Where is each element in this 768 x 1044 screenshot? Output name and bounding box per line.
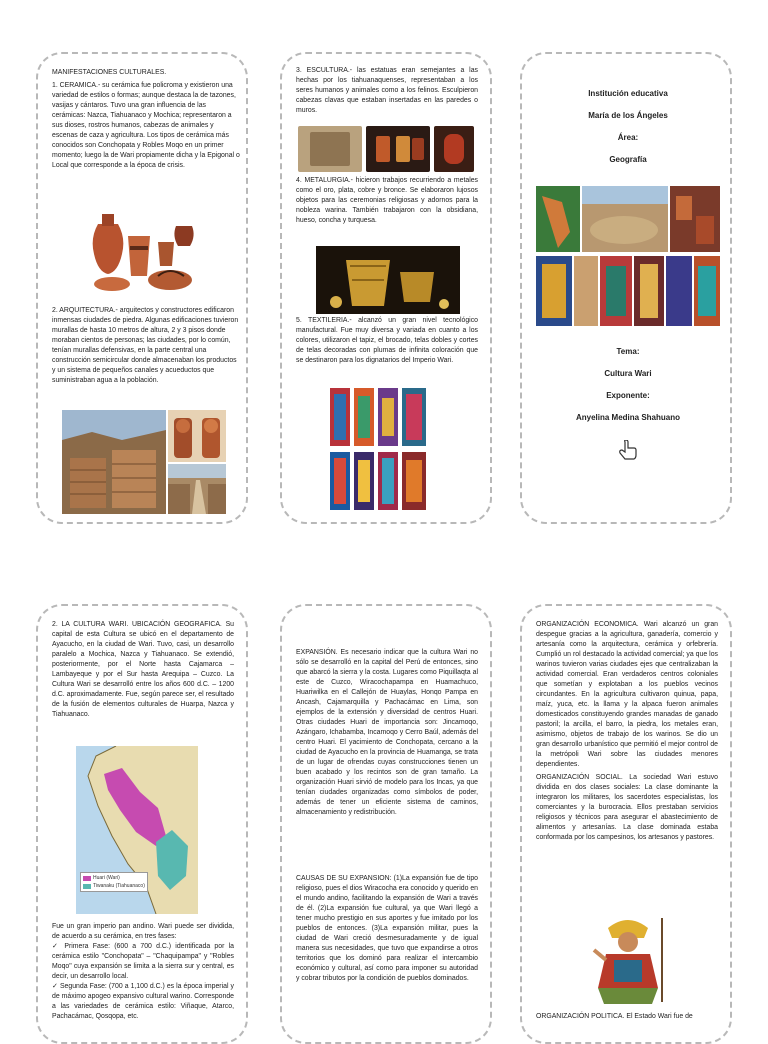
guerrero-illustration [578, 910, 678, 1008]
panel-portada [520, 52, 732, 524]
ceramica-paragraph: 1. CERAMICA.- su cerámica fue policroma y existieron una variedad de estilos o formas; aunque destaca la de tazones, vasijas y cántaros. Tuvo una gran influencia de las cerámicas: Nazca, Tiahuanaco y Mochica; representaron a sus dioses, rostros humanos, cabezas de animales y escenas de caza y agricultura. Los tipos de cerámica más conocidos son Conchopata y Robles Moqo en un primer momento; luego la de Wari propiamente dicha y la Epigonal o Local que corresponde a la época de crisis. [52, 82, 240, 169]
cover-header [522, 88, 732, 166]
fases-text [52, 922, 234, 1025]
escultura-paragraph: 3. ESCULTURA.- las estatuas eran semejantes a las hechas por los tiahuanaquenses, representaban a los seres humanos y animales como a los felinos. Esculpieron cabezas clavas que estaban insertadas en las paredes o muros. [296, 67, 478, 114]
area-label: Área: [617, 133, 639, 142]
ubicacion-paragraph: 2. LA CULTURA WARI. UBICACIÓN GEOGRAFICA. Su capital de esta Cultura se ubicó en el departamento de Ayacucho, en la ciudad de Wari. Tuvo, casi, un desarrollo paralelo a Mochica, Nazca y Tiahuanaco. Se extendió, posteriormente, por el Norte hasta Cajamarca – Lambayeque y por el Sur hasta Arequipa – Cuzco. La Cultura Wari se desarrolló entre los años 600 d.C. – 1200 d.C. aproximadamente. Fue, según parece ser, el resultado de la fusión de elementos culturales de Huarpa, Nazca y Tiahuanaco. [52, 621, 234, 718]
textileria-text [296, 316, 478, 369]
wari-map [76, 746, 198, 914]
cover-footer [522, 346, 732, 424]
area-value: Geografía [609, 155, 647, 164]
legend-swatch-wari [83, 876, 91, 881]
panel-organizacion [520, 604, 732, 1044]
institucion-label: Institución educativa [588, 89, 668, 98]
economica-paragraph: ORGANIZACIÓN ECONOMICA. Wari alcanzó un gran despegue gracias a la agricultura, ganadería, comercio y artesanía como la arquitectura, cerámica y orfebrería. Cumplió un rol destacado la actividad comercial; ya que los warinos tuvieron varias ciudades ejes que centralizaban la actividad comercial. Eran verdaderos centros coloniales que sometían y explotaban a los pueblos vecinos circundantes. En la agricultura cultivaron quinua, papa, maíz, yuca, etc. la llama y la alpaca fueron animales domesticados constituyendo grandes manadas de ganado pastoril; la arcilla, el barro, la piedra, los metales eran, asimismo, objetos de trabajo de los warinos. Se dio un gran desarrollo urbanístico que permitió el mejor control de la metrópoli Wari sobre las ciudades menores dependientes. [536, 621, 718, 768]
map-legend [80, 872, 148, 892]
causas-text [296, 874, 478, 987]
textileria-image [328, 388, 434, 512]
panel-expansion [280, 604, 492, 1044]
panel-manifestaciones [36, 52, 248, 524]
panel-ubicacion [36, 604, 248, 1044]
legend-tiwanaku: Tiwanaku (Tiahuanaco) [93, 883, 145, 889]
ceramica-image [84, 206, 204, 296]
colegio-name: María de los Ángeles [588, 111, 668, 120]
escultura-images [298, 126, 474, 172]
metalurgia-paragraph: 4. METALURGIA.- hicieron trabajos recurriendo a metales como el oro, plata, cobre y bronce. Se elaboraron lujosos objetos para las ceremonias religiosas y adornos para la nobleza warina. También trabajaron con la obsidiana, hueso, concha y turquesa. [296, 177, 478, 224]
politica-text [536, 1012, 718, 1025]
arquitectura-image [62, 410, 166, 514]
escultura-text [296, 66, 478, 119]
expansion-text [296, 648, 478, 821]
expansion-paragraph: EXPANSIÓN. Es necesario indicar que la cultura Wari no sólo se desarrolló en la capital del Perú de entonces, sino que abarcó la sierra y la costa. Lugares como Piquillaqta al este de Cuzco, Wiracochapampa en Huamachuco, Huariwilka en el Callejón de Huaylas, Honqo Pampa en Ancash, Cajamarquilla y Pachacámac en Lima, son ejemplos de la extensión y diversidad de centros Huari. Otras ciudades Huari de importancia son: Jincamoqo, Azángaro, Ichabamba, Incamoqo y Cerro Baúl, además del centro Huari. El yacimiento de Conchopata, cercano a la ciudad de Ayacucho en la provincia de Huamanga, se trata de un lugar de ofrendas cuyas construcciones tienen un buen acabado y los recintos son de gran tamaño. La organización Huari sirvió de modelo para los Incas, ya que tenían ciudades organizadas como símbolos de poder, además de tener un eficiente sistema de caminos, almacenamiento y redistribución. [296, 649, 478, 816]
ubicacion-text [52, 620, 234, 723]
panel1-text-2 [52, 306, 240, 389]
politica-paragraph: ORGANIZACIÓN POLITICA. El Estado Wari fue de [536, 1013, 693, 1020]
estatuas-image [168, 410, 226, 462]
hand-pointer-icon [618, 440, 638, 462]
metalurgia-image [316, 246, 460, 314]
legend-swatch-tiwanaku [83, 884, 91, 889]
exponente-name: Anyelina Medina Shahuano [575, 413, 680, 422]
manifestaciones-heading: MANIFESTACIONES CULTURALES. [52, 69, 167, 76]
arquitectura-paragraph: 2. ARQUITECTURA.- arquitectos y constructores edificaron inmensas ciudades de piedra. Algunas edificaciones tuvieron murallas de hasta 10 metros de altura, 2 y 3 pisos donde moraban cientos de personas; las ciudades, por lo común, tenían murallas defensivas, en la parte central una construcción semicircular donde almacenaban los productos y un sistema de pequeños canales y acueductos que suministraban agua a la población. [52, 307, 239, 384]
panel-escultura-metalurgia [280, 52, 492, 524]
economica-text [536, 620, 718, 846]
fases-paragraph: Fue un gran imperio pan andino. Wari puede ser dividida, de acuerdo a su cerámica, en tres fases: ✓ Primera Fase: (600 a 700 d.C.) identificada por la cerámica estilo "Conchopata" – "Chaquipampa" y "Robles Moqo" cuya expansión se limita a la sierra sur y central, es decir, un desarrollo local. ✓ Segunda Fase: (700 a 1,100 d.C.) es la época imperial y de máximo apogeo expansivo cultural warino. Corresponde a las variedades de cerámica estilo: Viñaque, Atarco, Pachacámac, Qosqopa, etc. [52, 923, 234, 1020]
cover-collage [536, 186, 720, 326]
social-paragraph: ORGANIZACIÓN SOCIAL. La sociedad Wari estuvo dividida en dos clases sociales: La clase dominante la integraron los militares, los sacerdotes especialistas, los comerciantes y la burocracia. Ellos prestaban servicios religiosos y técnicos para asegurar el abastecimiento de alimentos y artesanías. La clase dominada estaba conformada por los campesinos, los artesanos y pastores. [536, 774, 718, 841]
legend-wari: Huari (Wari) [93, 875, 120, 881]
panel1-text [52, 68, 240, 174]
tema-label: Tema: [616, 347, 640, 356]
camino-image [168, 464, 226, 514]
causas-paragraph: CAUSAS DE SU EXPANSION: (1)La expansión fue de tipo religioso, pues el dios Wiracocha era conocido y querido en el mundo andino, facilitando la expansión de Wari a través de él. (2)La expansión fue cultural, ya que Wari llegó a tener mucho prestigio en sus aportes y fue imitado por los pueblos de entonces. (3)La expansión militar, pues la ciudad de Wari creció desmesuradamente y de igual manera sus necesidades, que tuvo que expandirse a otros territorios que los dominó para realizar el intercambio económico y cultural, así como para imponer su autoridad y cobrar tributos por la condición de pueblos dominados. [296, 875, 478, 982]
metalurgia-text [296, 176, 478, 229]
tema-value: Cultura Wari [604, 369, 652, 378]
textileria-paragraph: 5. TEXTILERIA.- alcanzó un gran nivel tecnológico manufactural. Fue muy diversa y variada en cuanto a los colores, utilizaron el tapiz, el brocado, telas dobles y cortes de telas decoradas con plumas de infinita coloración que se destinaron para los dignatarios del Imperio Wari. [296, 317, 478, 364]
exponente-label: Exponente: [606, 391, 650, 400]
